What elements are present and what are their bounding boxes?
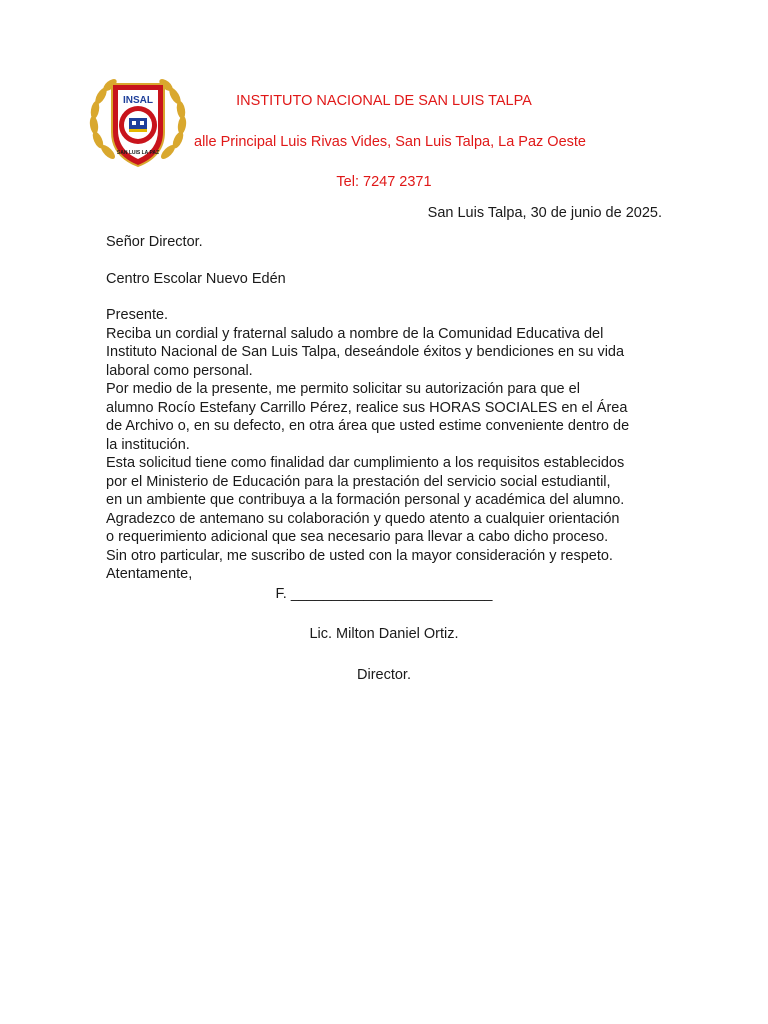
letter-line: alumno Rocío Estefany Carrillo Pérez, realice sus HORAS SOCIALES en el Área xyxy=(106,399,628,416)
institute-address: alle Principal Luis Rivas Vides, San Luis Talpa, La Paz Oeste xyxy=(194,134,586,150)
letter-line: Presente. xyxy=(106,307,169,323)
letter-line: laboral como personal. xyxy=(106,362,253,379)
letter-line: Atentamente, xyxy=(106,566,193,582)
institute-name: INSTITUTO NACIONAL DE SAN LUIS TALPA xyxy=(236,93,532,109)
letter-line: Esta solicitud tiene como finalidad dar cumplimiento a los requisitos establecidos xyxy=(106,455,625,471)
letter-line: la institución. xyxy=(106,436,190,453)
letter-line: Instituto Nacional de San Luis Talpa, deseándole éxitos y bendiciones en su vida xyxy=(106,344,625,360)
letter-line: Por medio de la presente, me permito solicitar su autorización para que el xyxy=(106,381,580,397)
institute-phone: Tel: 7247 2371 xyxy=(336,174,432,190)
letter-date: San Luis Talpa, 30 de junio de 2025. xyxy=(427,205,662,221)
letter-line: por el Ministerio de Educación para la prestación del servicio social estudiantil, xyxy=(106,473,611,490)
letter-line: de Archivo o, en su defecto, en otra área que usted estime conveniente dentro de xyxy=(106,418,630,434)
letter-line: o requerimiento adicional que sea necesario para llevar a cabo dicho proceso. xyxy=(106,529,609,545)
svg-text:INSAL: INSAL xyxy=(123,95,153,106)
recipient-organization: Centro Escolar Nuevo Edén xyxy=(106,271,286,287)
institute-logo xyxy=(86,70,190,174)
recipient-title: Señor Director. xyxy=(106,234,203,250)
signatory-name: Lic. Milton Daniel Ortiz. xyxy=(309,626,459,642)
letter-body xyxy=(106,306,662,584)
letter-line: Sin otro particular, me suscribo de usted con la mayor consideración y respeto. xyxy=(106,547,613,564)
letter-line: Agradezco de antemano su colaboración y quedo atento a cualquier orientación xyxy=(106,510,620,527)
letter-line: en un ambiente que contribuya a la formación personal y académica del alumno. xyxy=(106,492,625,508)
signatory-title: Director. xyxy=(357,667,411,683)
letter-line: Reciba un cordial y fraternal saludo a nombre de la Comunidad Educativa del xyxy=(106,325,604,342)
signature-line: F. _________________________ xyxy=(275,586,493,602)
svg-text:SAN LUIS LA PAZ: SAN LUIS LA PAZ xyxy=(116,150,160,156)
